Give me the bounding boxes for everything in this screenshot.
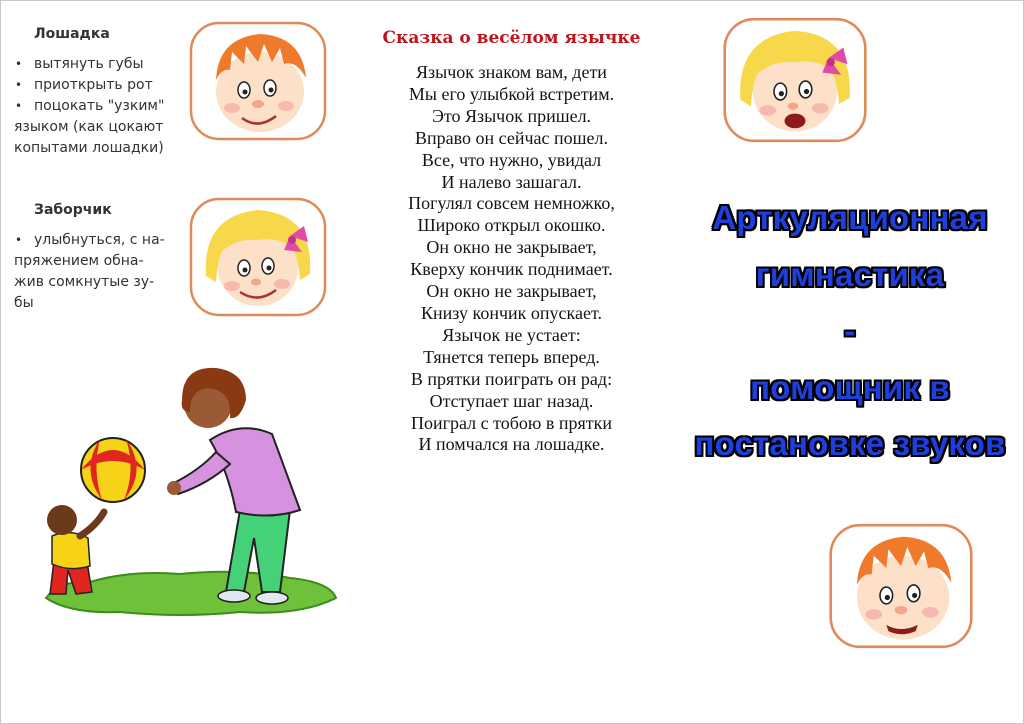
cover-title-line: постановке звуков	[694, 425, 1006, 462]
cover-title-line: помощник в	[750, 368, 950, 406]
poem-line: И помчался на лошадке.	[418, 434, 605, 455]
exercise-title-fence: Заборчик	[34, 202, 112, 218]
exercise-continuation-fence	[14, 251, 189, 314]
boy-face-icon	[822, 522, 980, 650]
text-line: жив сомкнутые зу-	[14, 274, 155, 290]
exercise-list-fence	[12, 230, 187, 251]
exercise-title-horse: Лошадка	[34, 26, 110, 42]
cover-title-line: -	[844, 312, 856, 349]
text-line: языком (как цокают	[14, 119, 164, 135]
poem-line: Мы его улыбкой встретим.	[408, 83, 615, 104]
poem-line: Язычок знаком вам, дети	[416, 62, 607, 82]
poem-line: Широко открыл окошко.	[417, 215, 606, 236]
poem-line: Это Язычок пришел.	[431, 105, 592, 126]
poem-line: Кверху кончик поднимает.	[410, 259, 613, 280]
poem-line: Он окно не закрывает,	[426, 237, 597, 258]
boy-face-icon	[188, 20, 328, 142]
poem-line: Отступает шаг назад.	[429, 390, 594, 411]
poem-title: Сказка о весёлом язычке	[382, 28, 641, 48]
exercise-continuation-horse	[14, 117, 189, 159]
poem-line: Он окно не закрывает,	[426, 281, 597, 302]
poem-line: Книзу кончик опускает.	[421, 302, 602, 323]
cover-title-line: гимнастика	[755, 255, 945, 293]
mother-child-ball-illustration	[40, 360, 340, 624]
poem-line: Язычок не устает:	[442, 324, 581, 345]
poem-line: Вправо он сейчас пошел.	[415, 127, 608, 148]
poem-body	[360, 62, 663, 456]
list-item: • улыбнуться, с на-	[12, 230, 187, 251]
girl-face-icon	[716, 16, 874, 144]
exercise-list-horse	[12, 54, 187, 117]
poem-line: В прятки поиграть он рад:	[410, 368, 613, 389]
poem-line: Тянется теперь вперед.	[423, 346, 600, 367]
poem-line: Все, что нужно, увидал	[421, 149, 602, 170]
cover-title	[680, 190, 1020, 473]
poem-line: Погулял совсем немножко,	[408, 193, 615, 214]
list-item: • поцокать "узким"	[12, 96, 187, 117]
poem-line: Поиграл с тобою в прятки	[410, 412, 613, 433]
text-line: пряжением обна-	[14, 253, 144, 269]
text-line: копытами лошадки)	[14, 140, 164, 156]
poem-line: И налево зашагал.	[441, 171, 582, 192]
cover-title-line: Арткуляционная	[712, 199, 988, 236]
list-item: • вытянуть губы	[12, 54, 187, 75]
girl-face-icon	[188, 196, 328, 318]
text-line: бы	[14, 295, 34, 311]
list-item: • приоткрыть рот	[12, 75, 187, 96]
